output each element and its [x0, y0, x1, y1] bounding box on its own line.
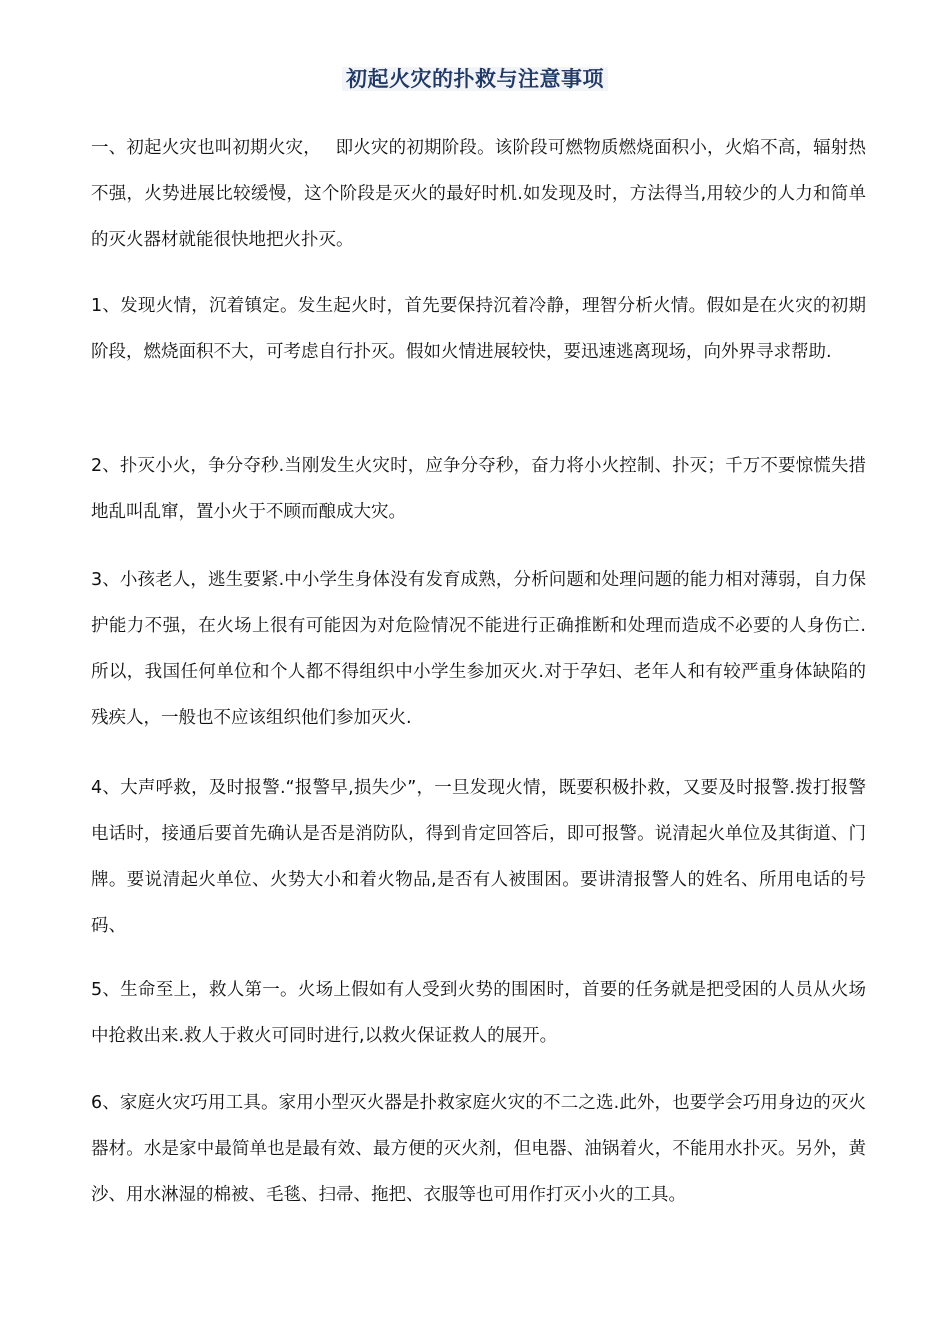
paragraph-item-6: 6、家庭火灾巧用工具。家用小型灭火器是扑救家庭火灾的不二之选.此外，也要学会巧用身边的灭火器材。水是家中最简单也是最有效、最方便的灭火剂，但电器、油锅着火，不能用水扑灭。另外，黄沙、用水淋湿的棉被、毛毯、扫帚、拖把、衣服等也可用作打灭小火的工具。: [91, 1093, 866, 1205]
document-title-text: 初起火灾的扑救与注意事项: [342, 67, 608, 91]
paragraph-item-2: 2、扑灭小火，争分夺秒.当刚发生火灾时，应争分夺秒，奋力将小火控制、扑灭；千万不要惊慌失措地乱叫乱窜，置小火于不顾而酿成大灾。: [91, 456, 866, 522]
paragraph-item-5: 5、生命至上，救人第一。火场上假如有人受到火势的围困时，首要的任务就是把受困的人员从火场中抢救出来.救人于救火可同时进行,以救火保证救人的展开。: [91, 980, 866, 1046]
document-title: [0, 60, 950, 98]
intro-paragraph: 一、初起火灾也叫初期火灾， 即火灾的初期阶段。该阶段可燃物质燃烧面积小，火焰不高，辐射热不强，火势进展比较缓慢，这个阶段是灭火的最好时机.如发现及时，方法得当,用较少的人力和简单的灭火器材就能很快地把火扑灭。: [91, 138, 866, 250]
paragraph-item-4: 4、大声呼救，及时报警.“报警早,损失少”，一旦发现火情，既要积极扑救，又要及时报警.拨打报警电话时，接通后要首先确认是否是消防队，得到肯定回答后，即可报警。说清起火单位及其街道、门牌。要说清起火单位、火势大小和着火物品,是否有人被围困。要讲清报警人的姓名、所用电话的号码、: [91, 778, 866, 936]
paragraph-item-1: 1、发现火情，沉着镇定。发生起火时，首先要保持沉着冷静，理智分析火情。假如是在火灾的初期阶段，燃烧面积不大，可考虑自行扑灭。假如火情进展较快，要迅速逃离现场，向外界寻求帮助.: [91, 296, 866, 362]
paragraph-item-3: 3、小孩老人，逃生要紧.中小学生身体没有发育成熟，分析问题和处理问题的能力相对薄弱，自力保护能力不强，在火场上很有可能因为对危险情况不能进行正确推断和处理而造成不必要的人身伤亡.所以，我国任何单位和个人都不得组织中小学生参加灭火.对于孕妇、老年人和有较严重身体缺陷的残疾人，一般也不应该组织他们参加灭火.: [91, 570, 866, 728]
